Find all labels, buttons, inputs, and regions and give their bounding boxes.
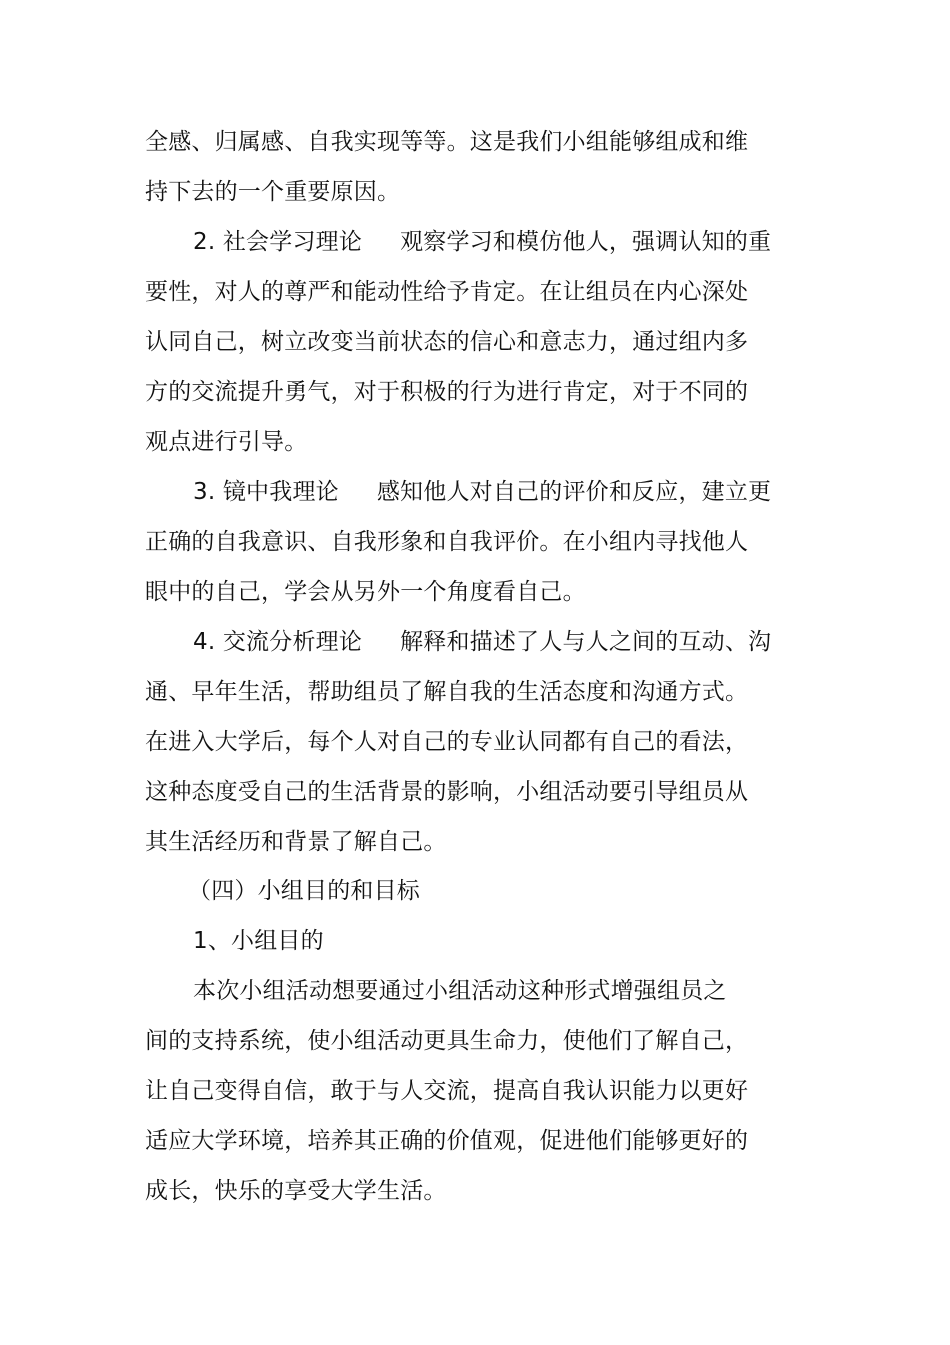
paragraph-line: 方的交流提升勇气，对于积极的行为进行肯定，对于不同的 <box>145 379 749 405</box>
theory-item-transactional-analysis <box>193 627 771 657</box>
paragraph-line: 本次小组活动想要通过小组活动这种形式增强组员之 <box>193 978 727 1004</box>
subsection-heading: 1、小组目的 <box>193 928 324 954</box>
paragraph-line: 在进入大学后，每个人对自己的专业认同都有自己的看法， <box>145 729 749 755</box>
theory-item-looking-glass-self <box>193 477 771 507</box>
theory-heading: 4. 交流分析理论 <box>193 629 363 655</box>
theory-text: 观察学习和模仿他人，强调认知的重 <box>400 229 772 255</box>
paragraph-line: 让自己变得自信，敢于与人交流，提高自我认识能力以更好 <box>145 1078 749 1104</box>
paragraph-line: 观点进行引导。 <box>145 429 308 455</box>
paragraph-line: 适应大学环境，培养其正确的价值观，促进他们能够更好的 <box>145 1128 749 1154</box>
theory-text: 感知他人对自己的评价和反应，建立更 <box>376 479 772 505</box>
theory-text: 解释和描述了人与人之间的互动、沟 <box>400 629 772 655</box>
theory-heading: 3. 镜中我理论 <box>193 479 339 505</box>
paragraph-line: 眼中的自己，学会从另外一个角度看自己。 <box>145 579 586 605</box>
section-heading: （四）小组目的和目标 <box>188 878 420 904</box>
paragraph-line: 要性，对人的尊严和能动性给予肯定。在让组员在内心深处 <box>145 279 749 305</box>
theory-heading: 2. 社会学习理论 <box>193 229 363 255</box>
paragraph-line: 成长，快乐的享受大学生活。 <box>145 1178 447 1204</box>
paragraph-line: 持下去的一个重要原因。 <box>145 179 401 205</box>
paragraph-line: 认同自己，树立改变当前状态的信心和意志力，通过组内多 <box>145 329 749 355</box>
paragraph-line: 这种态度受自己的生活背景的影响，小组活动要引导组员从 <box>145 779 749 805</box>
paragraph-line: 正确的自我意识、自我形象和自我评价。在小组内寻找他人 <box>145 529 749 555</box>
paragraph-line: 全感、归属感、自我实现等等。这是我们小组能够组成和维 <box>145 129 749 155</box>
paragraph-line: 其生活经历和背景了解自己。 <box>145 829 447 855</box>
paragraph-line: 间的支持系统，使小组活动更具生命力，使他们了解自己， <box>145 1028 749 1054</box>
paragraph-line: 通、早年生活，帮助组员了解自我的生活态度和沟通方式。 <box>145 679 749 705</box>
theory-item-social-learning <box>193 227 771 257</box>
